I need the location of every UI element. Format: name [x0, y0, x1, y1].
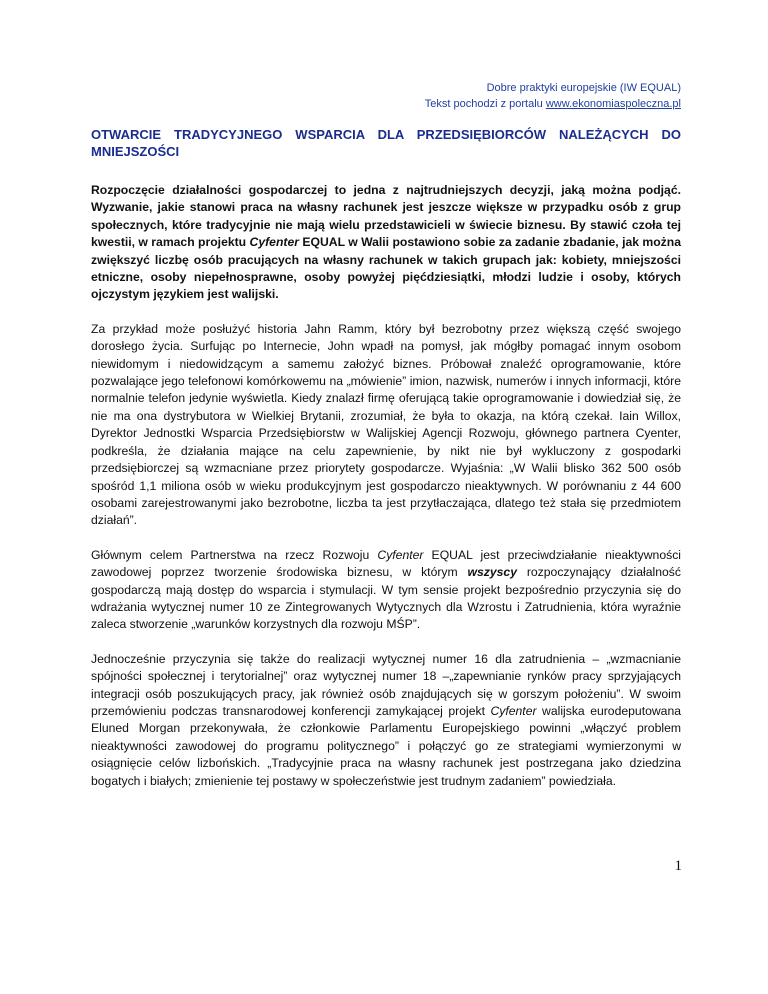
lead-text-2: EQUAL w Walii postawiono sobie za zadanie zbadanie, jak można zwiększyć liczbę osób pracujących na własny rachunek w takich grupach jak: kobiety, mniejszości etniczne, osoby niepełnosprawne, osoby powyżej pięćdziesiątki, młodzi ludzie i osoby, których ojczystym językiem jest walijski.	[91, 235, 681, 302]
header-source-line: Dobre praktyki europejskie (IW EQUAL)	[486, 82, 681, 94]
paragraph-1: Za przykład może posłużyć historia Jahn Ramm, który był bezrobotny przez większą część swojego dorosłego życia. Surfując po Internecie, John wpadł na pomysł, jak mógłby pomagać innym osobom niewidomym i niedowidzącym a samemu założyć biznes. Próbował znaleźć oprogramowanie, które pozwalające jego telefonowi komórkowemu na „mówienie” imion, nazwisk, numerów i innych informacji, które normalnie telefon jedynie wyświetla. Kiedy znalazł firmę oferującą takie oprogramowanie i dowiedział się, że nie ma ona dystrybutora w Wielkiej Brytanii, zrozumiał, że była to okazja, na którą czekał. Iain Willox, Dyrektor Jednostki Wsparcia Przedsiębiorstw w Walijskiej Agencji Rozwoju, głównego partnera Cyenter, podkreśla, że działania mające na celu zapewnienie, by nikt nie był wykluczony z gospodarki przedsiębiorczej są wzmacniane przez priorytety gospodarcze. Wyjaśnia: „W Walii blisko 362 500 osób spośród 1,1 miliona osób w wieku produkcyjnym jest gospodarczo nieaktywnych. W porównaniu z 44 600 osobami zarejestrowanymi jako bezrobotne, liczba ta jest przytłaczająca, dlatego też stała się przedmiotem działań”.	[91, 321, 681, 528]
page-number: 1	[674, 858, 682, 874]
paragraph-2	[91, 547, 681, 634]
paragraph-2-text-1: Głównym celem Partnerstwa na rzecz Rozwoju	[91, 547, 378, 562]
lead-project-name: Cyfenter	[249, 235, 299, 250]
paragraph-3-text-2: walijska eurodeputowana Eluned Morgan przekonywała, że członkowie Parlamentu Europejskiego powinni „włączyć problem nieaktywności zawodowej do programu politycznego” i połączyć go ze strategiami wymierzonymi w osiągnięcie celów lizbońskich. „Tradycyjnie praca na własny rachunek jest postrzegana jako dziedzina bogatych i białych; zmienienie tej postawy w społeczeństwie jest trudnym zadaniem” powiedziała.	[91, 703, 681, 788]
paragraph-2-text-3: rozpoczynający działalność gospodarczą mają dostęp do wsparcia i stymulacji. W tym sensie projekt bezpośrednio przyczynia się do wdrażania wytycznej numer 10 ze Zintegrowanych Wytycznych dla Wzrostu i Zatrudnienia, która wyraźnie zaleca stworzenie „warunków korzystnych dla rozwoju MŚP”.	[91, 565, 681, 632]
paragraph-3-project-name: Cyfenter	[490, 703, 537, 718]
document-body	[91, 126, 681, 807]
lead-paragraph	[91, 182, 681, 304]
portal-link[interactable]: www.ekonomiaspoleczna.pl	[545, 98, 681, 110]
page-header	[425, 80, 681, 112]
paragraph-3	[91, 651, 681, 790]
paragraph-2-text-2: EQUAL jest przeciwdziałanie nieaktywności zawodowej poprzez tworzenie środowiska biznesu, w którym	[91, 547, 681, 580]
paragraph-3-text-1: Jednocześnie przyczynia się także do realizacji wytycznej numer 16 dla zatrudnienia – „wzmacnianie spójności społecznej i terytorialnej” oraz wytycznej numer 18 –„zapewnianie rynków pracy sprzyjających integracji osób poszukujących pracy, jak również osób znajdujących się w gorszym położeniu”. W swoim przemówieniu podczas transnarodowej konferencji zamykającej projekt	[91, 651, 681, 718]
header-portal-line	[425, 96, 681, 112]
article-title: OTWARCIE TRADYCYJNEGO WSPARCIA DLA PRZEDSIĘBIORCÓW NALEŻĄCYCH DO MNIEJSZOŚCI	[91, 127, 681, 159]
header-portal-prefix: Tekst pochodzi z portalu	[424, 98, 546, 110]
paragraph-2-project-name: Cyfenter	[377, 547, 424, 562]
lead-text-1: Rozpoczęcie działalności gospodarczej to jedna z najtrudniejszych decyzji, jaką można podjąć. Wyzwanie, jakie stanowi praca na własny rachunek jest jeszcze większe w przypadku osób z grup społecznych, które tradycyjnie nie mają wielu przedstawicieli w świecie biznesu. By stawić czoła tej kwestii, w ramach projektu	[91, 183, 681, 250]
paragraph-2-emphasis: wszyscy	[467, 565, 517, 580]
